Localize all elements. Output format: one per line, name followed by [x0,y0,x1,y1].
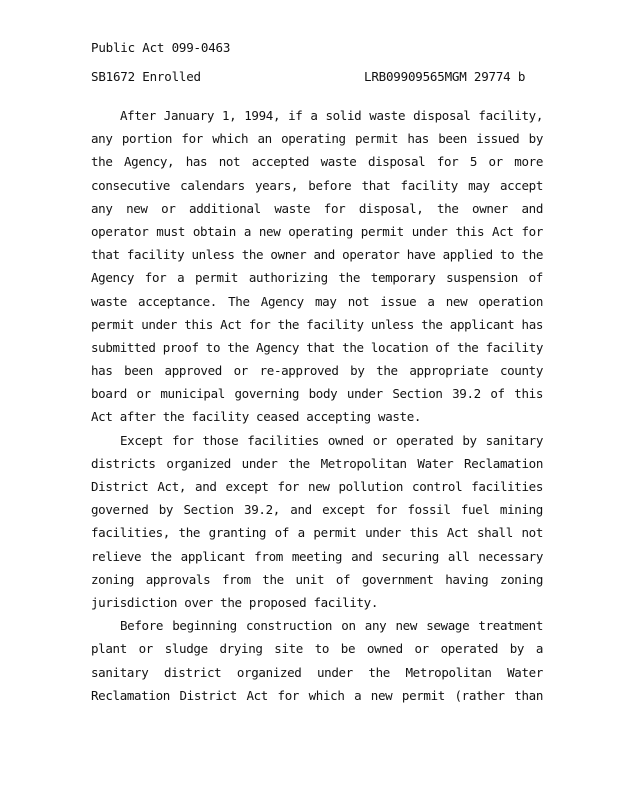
text-line: that facility unless the owner and operator have applied to the [91,247,544,263]
text-line: After January 1, 1994, if a solid waste disposal facility, [120,108,543,123]
lrb-number: LRB09909565MGM 29774 b [364,69,526,84]
text-line: any new or additional waste for disposal, the owner and [91,200,543,216]
text-line: waste acceptance. The Agency may not issue a new operation [91,293,543,309]
text-line: any portion for which an operating permit has been issued by [91,131,543,147]
text-line: sanitary district organized under the Metropolitan Water [91,664,543,680]
text-line: consecutive calendars years, before that facility may accept [91,177,543,193]
text-line: Before beginning construction on any new sewage treatment [120,618,543,634]
public-act-number: Public Act 099-0463 [91,40,231,55]
text-line: Act after the facility ceased accepting waste. [91,409,422,425]
text-line: plant or sludge drying site to be owned or operated by a [91,641,543,657]
text-line: District Act, and except for new pollution control facilities [91,479,543,494]
text-line: Except for those facilities owned or operated by sanitary [120,432,543,448]
text-line: districts organized under the Metropolitan Water Reclamation [91,455,543,471]
statute-body [91,104,543,707]
text-line: operator must obtain a new operating permit under this Act for [91,223,543,239]
text-line: relieve the applicant from meeting and securing all necessary [91,548,543,564]
text-line: board or municipal governing body under Section 39.2 of this [91,386,543,402]
text-line: Agency for a permit authorizing the temporary suspension of [91,270,543,286]
text-line: the Agency, has not accepted waste disposal for 5 or more [91,154,543,170]
text-line: zoning approvals from the unit of government having zoning [91,571,543,587]
text-line: facilities, the granting of a permit under this Act shall not [91,525,543,541]
bill-number: SB1672 Enrolled [91,69,201,84]
text-line: jurisdiction over the proposed facility. [91,594,379,610]
text-line: permit under this Act for the facility unless the applicant has [91,316,544,332]
text-line: Reclamation District Act for which a new permit (rather than [91,687,543,703]
text-line: has been approved or re-approved by the appropriate county [91,363,543,379]
text-line: governed by Section 39.2, and except for fossil fuel mining [91,502,543,518]
text-line: submitted proof to the Agency that the location of the facility [91,339,544,355]
